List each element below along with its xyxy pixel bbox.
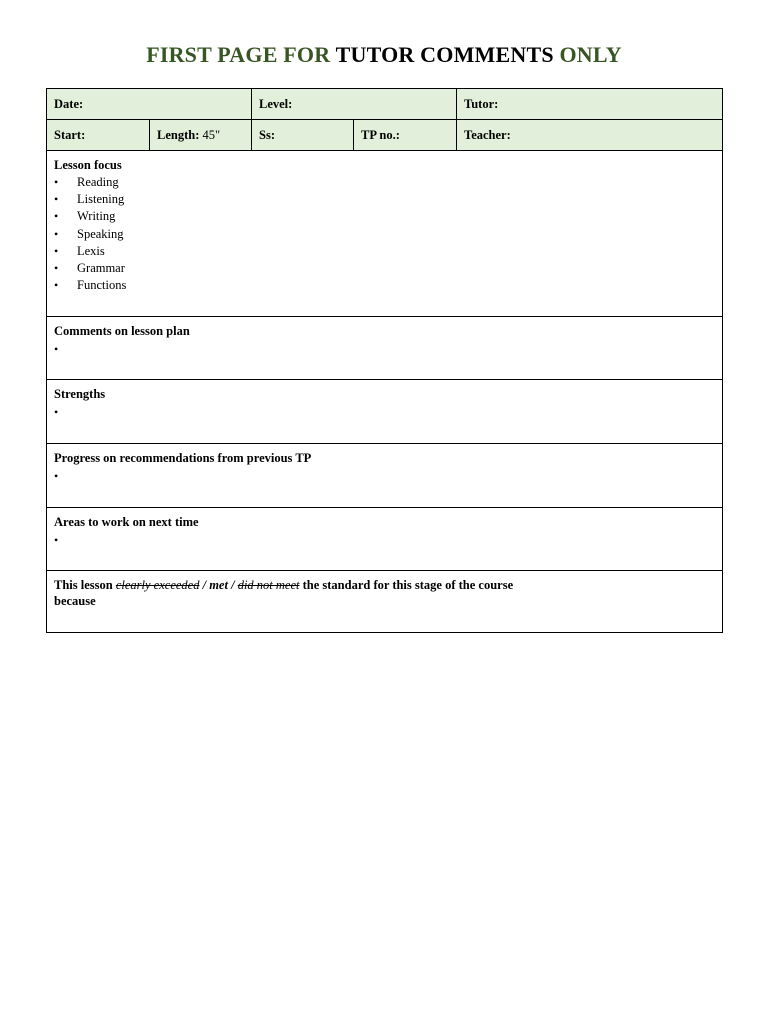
bullet-icon: •	[54, 243, 59, 258]
tutor-label: Tutor:	[464, 96, 499, 111]
list-item-label: Speaking	[77, 226, 124, 241]
lesson-focus-cell[interactable]	[47, 151, 723, 317]
strengths-cell[interactable]	[47, 380, 723, 444]
lesson-focus-row	[47, 151, 723, 317]
title-part-tutor-comments: TUTOR COMMENTS	[335, 42, 554, 67]
tp-number-label: TP no.:	[361, 127, 400, 142]
date-label: Date:	[54, 96, 84, 111]
date-field[interactable]	[47, 89, 252, 120]
strengths-row	[47, 380, 723, 444]
standard-row	[47, 571, 723, 633]
comments-cell[interactable]	[47, 317, 723, 380]
bullet-icon: •	[54, 469, 59, 483]
standard-lead: This lesson	[54, 578, 113, 592]
length-label: Length:	[157, 127, 200, 142]
option-did-not-meet[interactable]: did not meet	[237, 578, 300, 592]
list-item-label: Functions	[77, 278, 127, 293]
standard-statement	[54, 577, 715, 593]
list-item	[54, 226, 715, 243]
list-item	[54, 174, 715, 191]
because-label: because	[54, 594, 96, 608]
bullet-icon: •	[54, 533, 59, 547]
page-title	[0, 42, 768, 68]
length-field[interactable]	[150, 120, 252, 151]
lesson-focus-title: Lesson focus	[54, 158, 122, 172]
bullet-icon: •	[54, 342, 59, 356]
bullet-icon: •	[54, 226, 59, 241]
bullet-icon: •	[54, 192, 59, 207]
list-item	[54, 260, 715, 277]
bullet-icon: •	[54, 260, 59, 275]
teacher-label: Teacher:	[464, 127, 511, 142]
title-part-first-page-for: FIRST PAGE FOR	[146, 42, 331, 67]
list-item	[54, 277, 715, 294]
header-row-2	[47, 120, 723, 151]
progress-cell[interactable]	[47, 444, 723, 508]
option-met[interactable]: met	[209, 578, 228, 592]
start-field[interactable]	[47, 120, 150, 151]
tp-number-field[interactable]	[354, 120, 457, 151]
bullet-icon: •	[54, 209, 59, 224]
tutor-field[interactable]	[457, 89, 723, 120]
areas-cell[interactable]	[47, 508, 723, 571]
bullet-icon: •	[54, 278, 59, 293]
option-separator: /	[231, 578, 235, 592]
tutor-comments-form	[46, 88, 723, 633]
list-item	[54, 208, 715, 225]
option-separator: /	[202, 578, 207, 592]
lesson-focus-list	[54, 174, 715, 294]
bullet-icon: •	[54, 175, 59, 189]
list-item-label: Reading	[77, 175, 119, 189]
progress-title: Progress on recommendations from previous TP	[54, 451, 312, 465]
option-clearly-exceeded[interactable]: clearly exceeded	[115, 578, 200, 592]
header-row-1	[47, 89, 723, 120]
progress-row	[47, 444, 723, 508]
list-item-label: Writing	[77, 209, 116, 224]
list-item-label: Grammar	[77, 260, 125, 275]
ss-label: Ss:	[259, 127, 275, 142]
bullet-icon: •	[54, 405, 59, 419]
level-label: Level:	[259, 96, 293, 111]
list-item-label: Listening	[77, 192, 125, 207]
areas-title: Areas to work on next time	[54, 515, 199, 529]
length-value: 45"	[202, 127, 221, 142]
level-field[interactable]	[252, 89, 457, 120]
teacher-field[interactable]	[457, 120, 723, 151]
list-item	[54, 191, 715, 208]
start-label: Start:	[54, 127, 86, 142]
standard-cell[interactable]	[47, 571, 723, 633]
comments-title: Comments on lesson plan	[54, 324, 190, 338]
list-item	[54, 243, 715, 260]
list-item-label: Lexis	[77, 243, 105, 258]
standard-tail: the standard for this stage of the course	[302, 578, 514, 592]
areas-row	[47, 508, 723, 571]
title-part-only: ONLY	[559, 42, 622, 67]
strengths-title: Strengths	[54, 387, 106, 401]
ss-field[interactable]	[252, 120, 354, 151]
comments-row	[47, 317, 723, 380]
